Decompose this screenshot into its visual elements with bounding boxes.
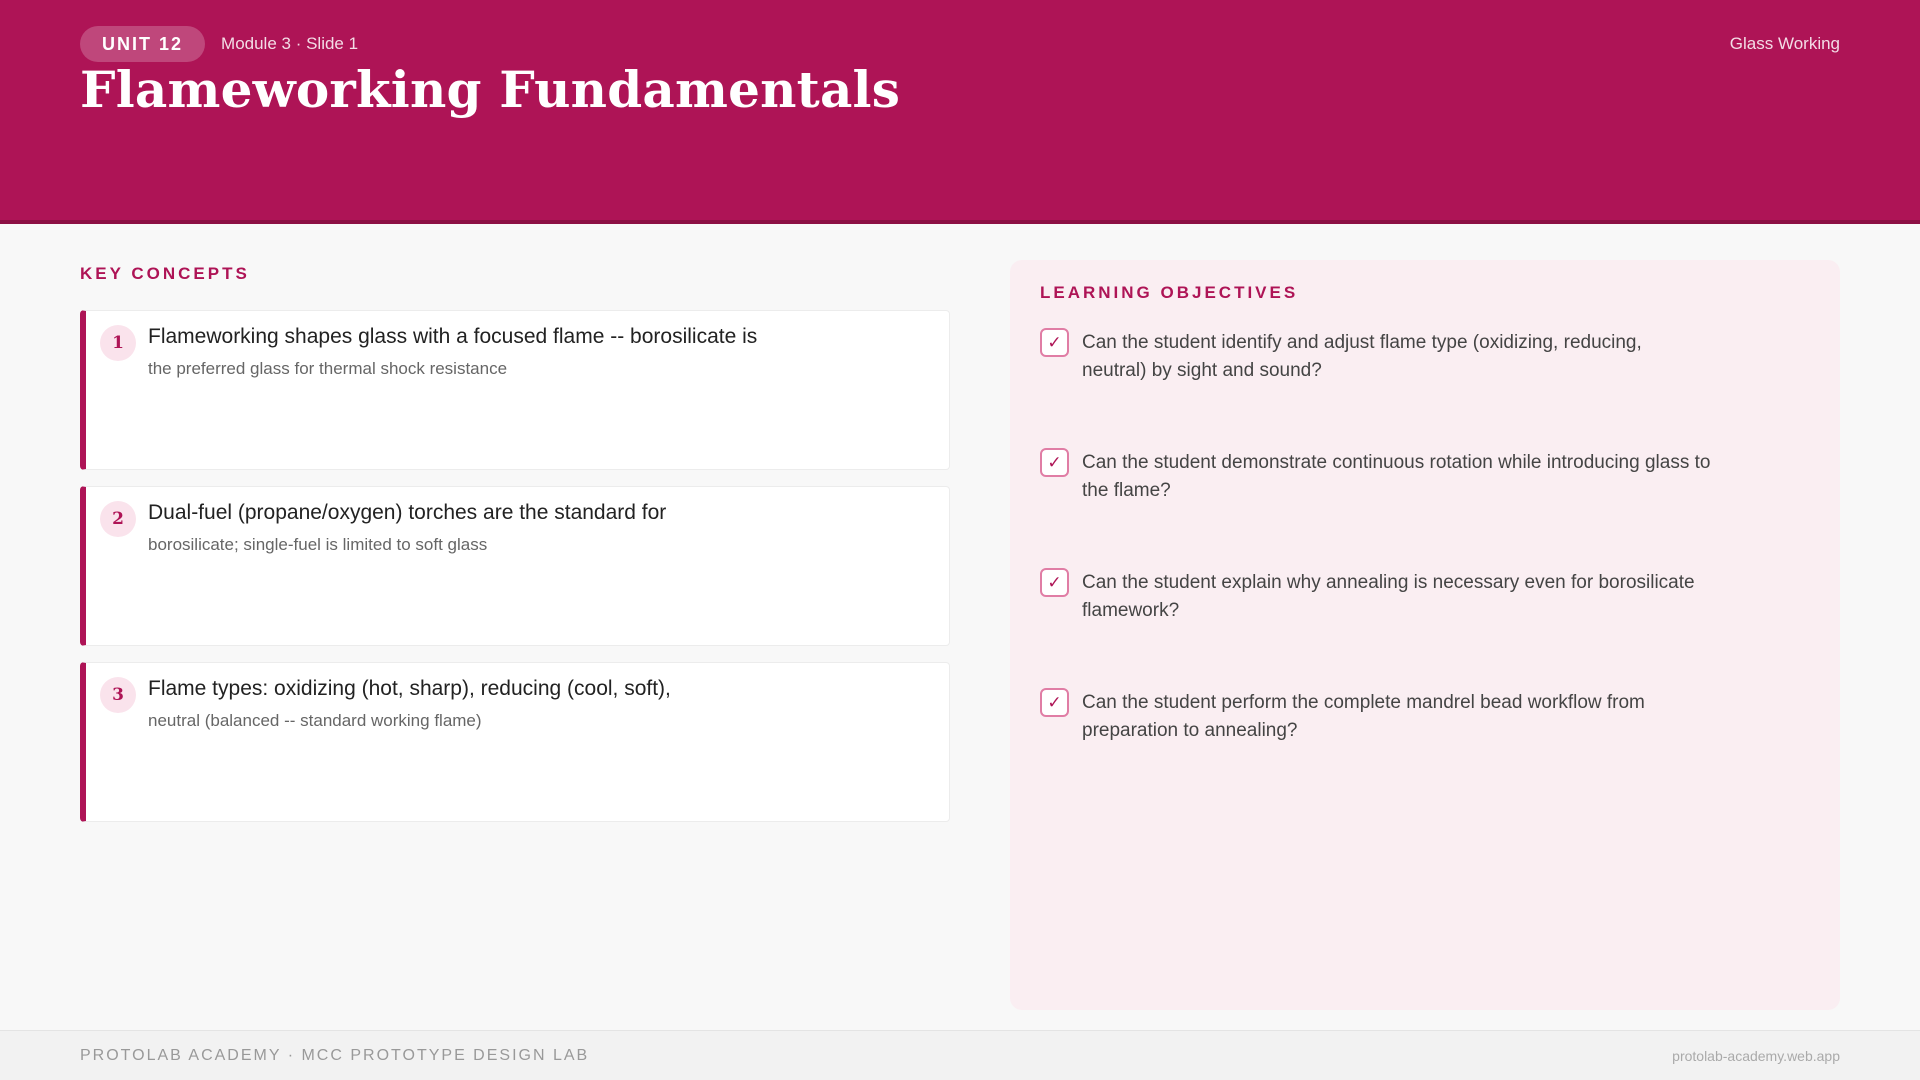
objective-line: Can the student identify and adjust flame type (oxidizing, reducing, <box>1082 332 1642 353</box>
key-concepts-section <box>80 264 950 730</box>
page-title: Flameworking Fundamentals <box>80 60 901 119</box>
concept-detail: the preferred glass for thermal shock resistance <box>148 359 508 378</box>
objective-text <box>1082 449 1760 505</box>
concept-detail: neutral (balanced -- standard working flame) <box>148 711 482 730</box>
checkbox-checked-icon: ✓ <box>1040 448 1069 477</box>
objective-line: neutral) by sight and sound? <box>1082 360 1322 381</box>
concept-number-badge: 3 <box>100 677 136 713</box>
slide-header <box>0 0 1920 224</box>
footer-url: protolab-academy.web.app <box>1672 1048 1840 1064</box>
concept-card <box>80 662 950 822</box>
objective-line: Can the student explain why annealing is necessary even for borosilicate <box>1082 572 1695 593</box>
concept-title: Flame types: oxidizing (hot, sharp), reducing (cool, soft), <box>148 677 671 700</box>
objective-line: preparation to annealing? <box>1082 720 1298 741</box>
learning-objectives-panel <box>1010 260 1840 1010</box>
objective-item <box>1040 328 1760 388</box>
unit-badge: UNIT 12 <box>80 26 205 62</box>
checkbox-checked-icon: ✓ <box>1040 568 1069 597</box>
concept-card <box>80 310 950 470</box>
objective-line: Can the student demonstrate continuous rotation while introducing glass to <box>1082 452 1711 473</box>
concept-number-badge: 2 <box>100 501 136 537</box>
objective-item <box>1040 448 1760 508</box>
key-concepts-heading: KEY CONCEPTS <box>80 264 250 283</box>
objective-line: Can the student perform the complete mandrel bead workflow from <box>1082 692 1645 713</box>
objective-item <box>1040 688 1760 748</box>
concept-detail: borosilicate; single-fuel is limited to soft glass <box>148 535 488 554</box>
concept-card <box>80 486 950 646</box>
module-slide-label: Module 3 · Slide 1 <box>221 34 359 53</box>
objective-text <box>1082 329 1760 385</box>
course-name: Glass Working <box>1729 34 1840 53</box>
learning-objectives-heading: LEARNING OBJECTIVES <box>1040 283 1299 302</box>
objective-text <box>1082 689 1760 745</box>
concept-title: Flameworking shapes glass with a focused flame -- borosilicate is <box>148 325 758 348</box>
footer-organization: PROTOLAB ACADEMY · MCC PROTOTYPE DESIGN LAB <box>80 1047 590 1064</box>
header-meta <box>80 26 358 62</box>
objective-item <box>1040 568 1760 628</box>
checkbox-checked-icon: ✓ <box>1040 688 1069 717</box>
concept-title: Dual-fuel (propane/oxygen) torches are the standard for <box>148 501 667 524</box>
slide-footer <box>0 1030 1920 1080</box>
checkbox-checked-icon: ✓ <box>1040 328 1069 357</box>
objective-line: the flame? <box>1082 480 1171 501</box>
objective-line: flamework? <box>1082 600 1180 621</box>
concept-number-badge: 1 <box>100 325 136 361</box>
objective-text <box>1082 569 1760 625</box>
